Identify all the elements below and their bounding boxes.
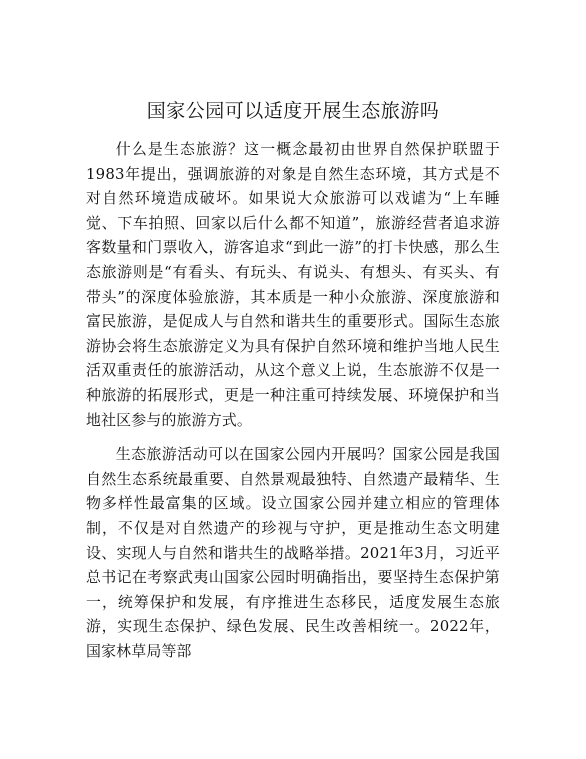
article-paragraph: 什么是生态旅游？这一概念最初由世界自然保护联盟于1983年提出，强调旅游的对象是自然生态环境，其方式是不对自然环境造成破坏。如果说大众旅游可以戏谑为“上车睡觉、下车拍照、回家以后什么都不知道”，旅游经营者追求游客数量和门票收入，游客追求“到此一游”的打卡快感，那么生态旅游则是“有看头、有玩头、有说头、有想头、有买头、有带头”的深度体验旅游，其本质是一种小众旅游、深度旅游和富民旅游，是促成人与自然和谐共生的重要形式。国际生态旅游协会将生态旅游定义为具有保护自然环境和维护当地人民生活双重责任的旅游活动，从这个意义上说，生态旅游不仅是一种旅游的拓展形式，更是一种注重可持续发展、环境保护和当地社区参与的旅游方式。	[86, 140, 500, 429]
article-title: 国家公园可以适度开展生态旅游吗	[146, 100, 440, 122]
article-paragraph: 生态旅游活动可以在国家公园内开展吗？国家公园是我国自然生态系统最重要、自然景观最独特、自然遗产最精华、生物多样性最富集的区域。设立国家公园并建立相应的管理体制，不仅是对自然遗产的珍视与守护，更是推动生态文明建设、实现人与自然和谐共生的战略举措。2021年3月，习近平总书记在考察武夷山国家公园时明确指出，要坚持生态保护第一，统筹保护和发展，有序推进生态移民，适度发展生态旅游，实现生态保护、绿色发展、民生改善相统一。2022年，国家林草局等部	[86, 445, 500, 660]
